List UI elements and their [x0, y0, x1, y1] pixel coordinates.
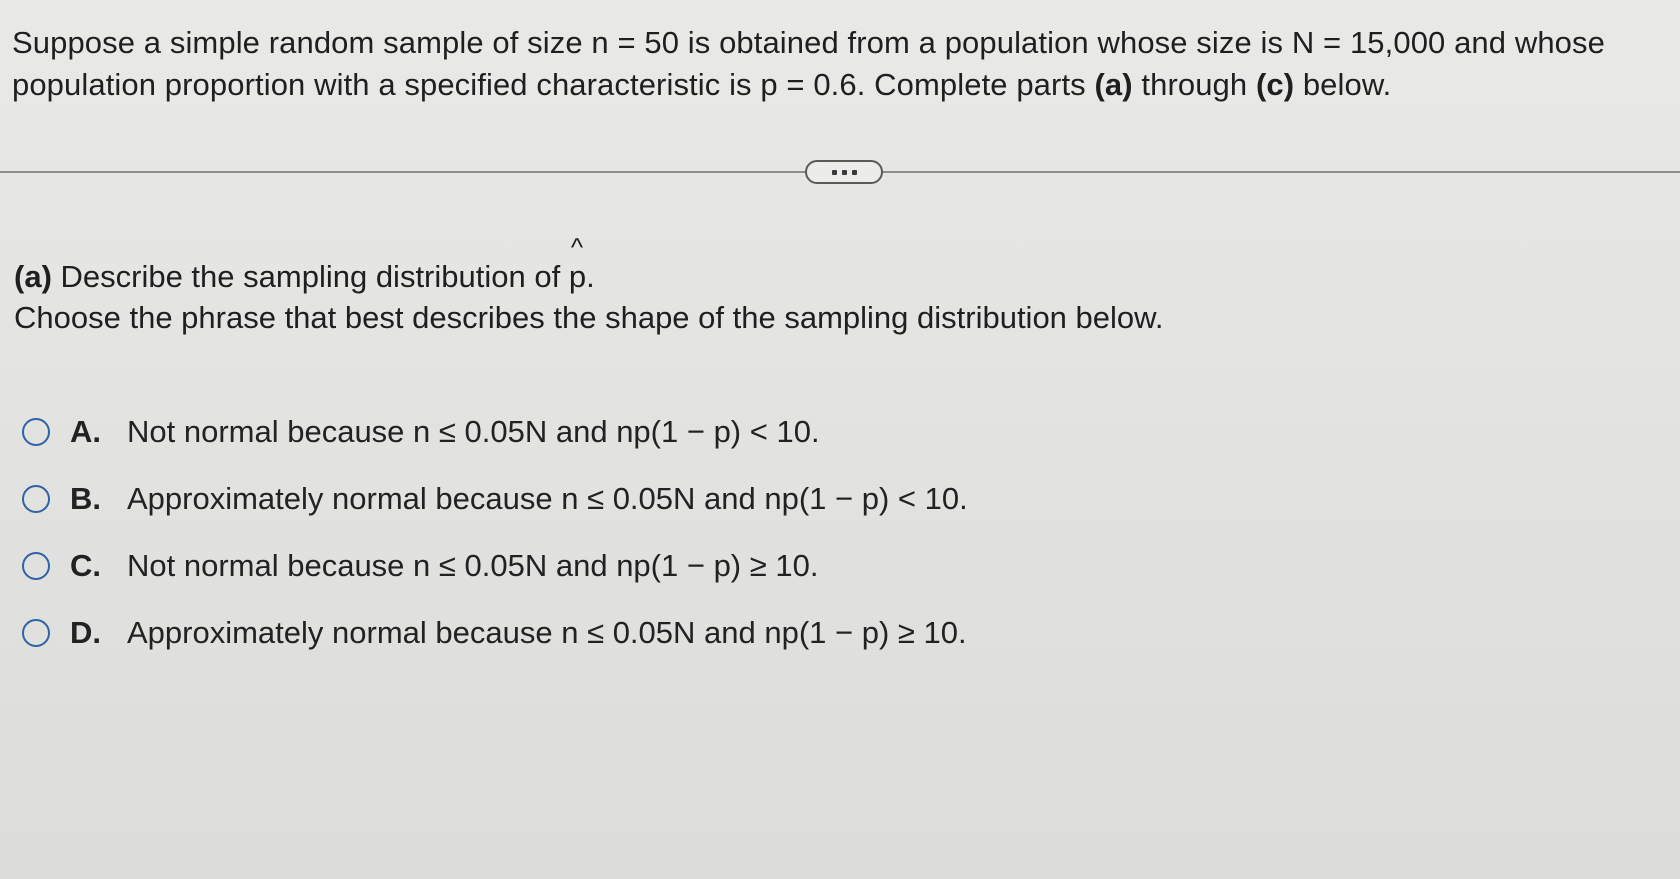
option-b[interactable]	[22, 465, 968, 532]
instruction-text: Choose the phrase that best describes the shape of the sampling distribution below.	[14, 300, 1164, 335]
p-hat-symbol	[568, 232, 587, 298]
p-variable: p	[568, 259, 587, 294]
part-a-label: (a)	[14, 259, 52, 294]
radio-button-a[interactable]	[22, 418, 50, 446]
option-d[interactable]	[22, 599, 968, 666]
problem-statement	[12, 22, 1662, 106]
problem-text-end: below.	[1294, 67, 1392, 102]
part-a-period: .	[586, 259, 595, 294]
hat-accent: ^	[570, 232, 584, 262]
option-d-text: Approximately normal because n ≤ 0.05N and np(1 − p) ≥ 10.	[127, 614, 967, 650]
option-c[interactable]	[22, 532, 968, 599]
expand-ellipsis-button[interactable]	[805, 160, 883, 184]
option-b-letter: B.	[70, 480, 101, 516]
part-a-prompt: Describe the sampling distribution of	[51, 259, 569, 294]
radio-button-b[interactable]	[22, 485, 50, 513]
part-a-heading	[14, 232, 595, 298]
radio-button-d[interactable]	[22, 619, 50, 647]
part-c-reference: (c)	[1255, 67, 1295, 102]
radio-button-c[interactable]	[22, 552, 50, 580]
part-a-reference: (a)	[1094, 67, 1133, 102]
option-c-letter: C.	[70, 547, 101, 583]
ellipsis-dots-icon	[832, 170, 857, 175]
option-d-letter: D.	[70, 614, 101, 650]
option-a-letter: A.	[70, 413, 101, 449]
through-text: through	[1132, 67, 1256, 102]
answer-options	[22, 398, 968, 666]
option-a-text: Not normal because n ≤ 0.05N and np(1 − p) < 10.	[127, 413, 820, 449]
option-c-text: Not normal because n ≤ 0.05N and np(1 − p) ≥ 10.	[127, 547, 819, 583]
option-b-text: Approximately normal because n ≤ 0.05N and np(1 − p) < 10.	[127, 480, 968, 516]
problem-text-start: Suppose a simple random sample of size n = 50 is obtained from a population whose size is N = 15,000 and whose population proportion with a specified characteristic is p = 0.6. Complete parts	[12, 25, 1605, 102]
option-a[interactable]	[22, 398, 968, 465]
